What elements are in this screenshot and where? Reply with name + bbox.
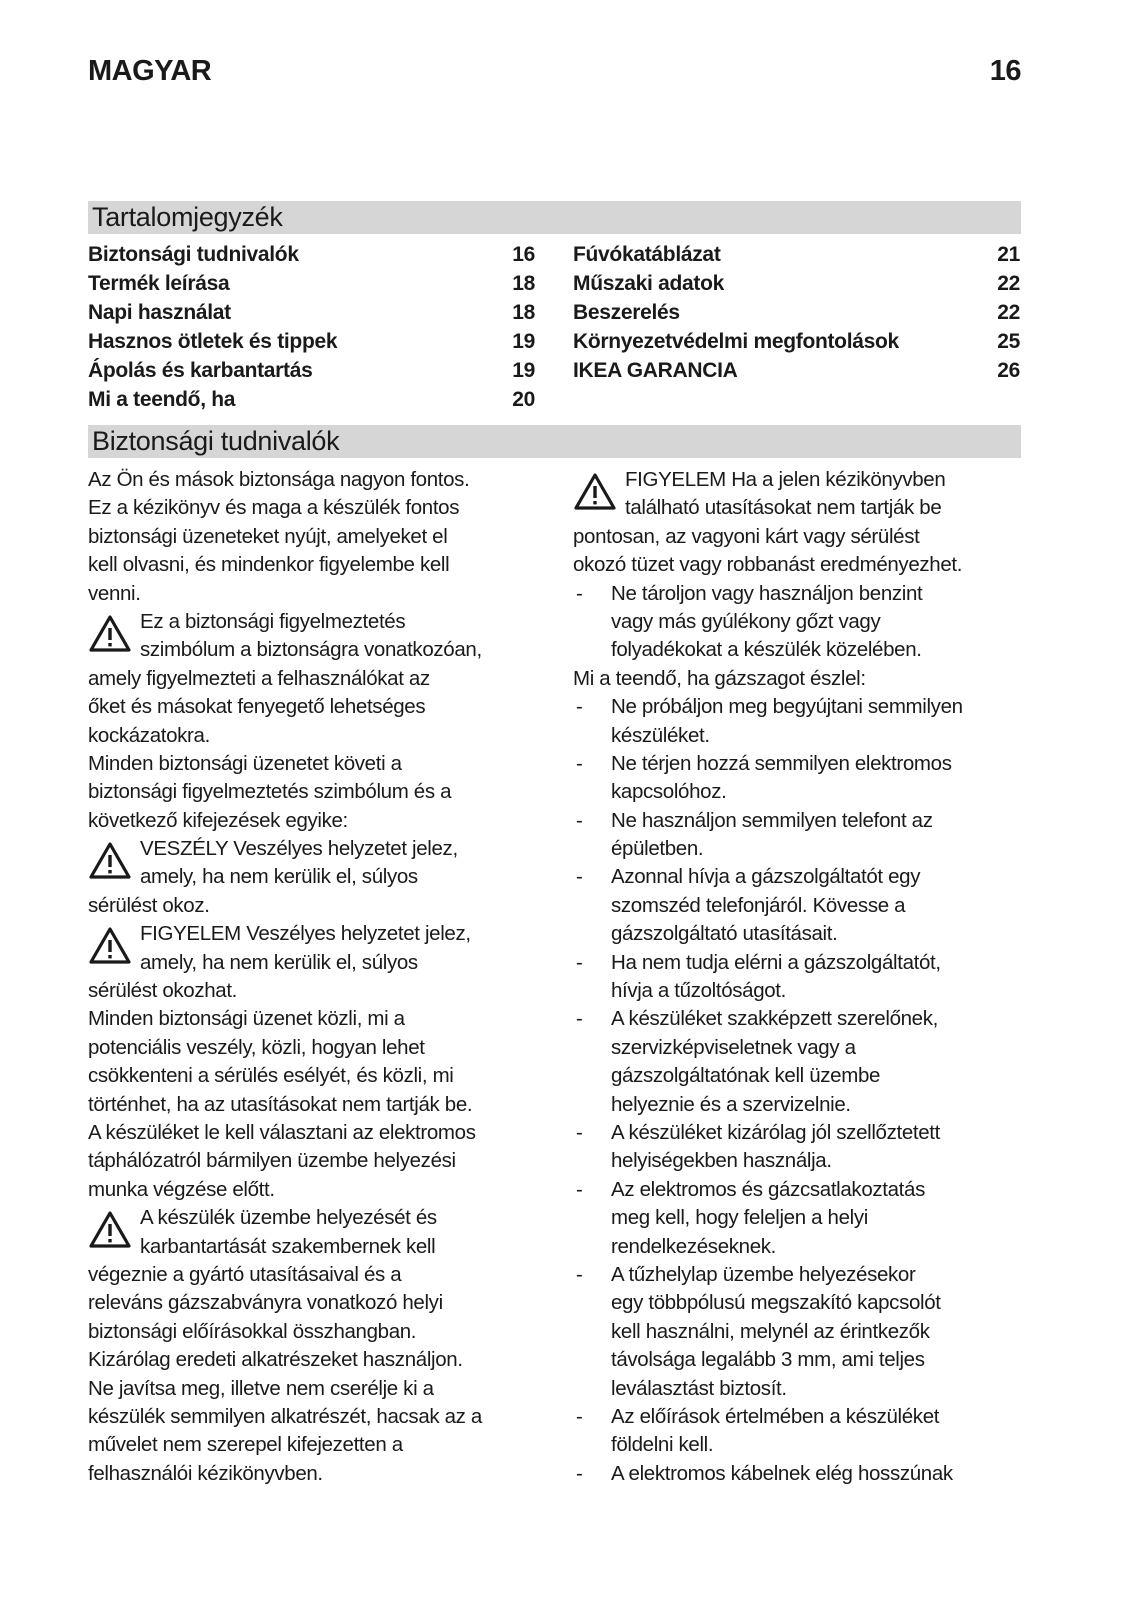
bullet-item [573,1005,1028,1119]
toc-title-band [88,201,1021,234]
text-line [573,1403,1028,1431]
text-line-content: kapcsolóhoz. [611,780,727,804]
text-line-content: gázszolgáltató utasításait. [611,922,838,946]
text-line [88,1403,543,1431]
section-title-band [88,425,1021,458]
text-line [88,892,543,920]
bullet-dash: - [576,865,583,889]
text-line [573,1062,1028,1090]
text-line [573,1431,1028,1459]
text-line-content: kell olvasni, és mindenkor figyelembe kell [88,553,450,577]
text-line-content: munka végzése előtt. [88,1177,275,1201]
text-line [573,636,1028,664]
bullet-dash: - [576,1404,583,1428]
text-line [88,466,543,494]
left-text-column [88,466,543,1488]
paragraph [88,1005,543,1204]
toc-entry-label: Műszaki adatok [573,272,725,295]
text-line-content: Minden biztonsági üzenet közli, mi a [88,1007,405,1031]
text-line [573,466,1028,494]
right-text-column [573,466,1028,1488]
toc-entry-label: Hasznos ötletek és tippek [88,330,338,353]
text-line [573,1034,1028,1062]
text-line [573,1289,1028,1317]
text-line [88,1005,543,1033]
toc-entry[interactable] [88,356,535,385]
toc-entry-label: Környezetvédelmi megfontolások [573,330,899,353]
text-line-content: helyiségekben használja. [611,1149,832,1173]
text-line-content: szomszéd telefonjáról. Kövesse a [611,893,906,917]
toc-entry[interactable] [88,269,535,298]
toc-entry-page: 21 [997,243,1020,266]
text-line [573,1119,1028,1147]
text-line-content: rendelkezéseknek. [611,1234,776,1258]
text-line-content: sérülést okozhat. [88,979,238,1003]
text-line [88,1119,543,1147]
text-line [573,722,1028,750]
text-line [88,1460,543,1488]
text-line-content: szervizképviseletnek vagy a [611,1035,856,1059]
bullet-dash: - [576,1461,583,1485]
section-title: Biztonsági tudnivalók [92,426,340,456]
warning-block [573,466,1028,580]
text-line [88,835,543,863]
text-line [573,1176,1028,1204]
text-line-content: gázszolgáltatónak kell üzembe [611,1064,881,1088]
text-line-content: táphálózatról bármilyen üzembe helyezési [88,1149,456,1173]
bullet-item [573,1403,1028,1460]
text-line-content: amely, ha nem kerülik el, súlyos [140,865,418,889]
text-line [88,580,543,608]
text-line-content: A készülék üzembe helyezését és [140,1206,437,1230]
text-line-content: vagy más gyúlékony gőzt vagy [611,609,881,633]
text-line [88,1204,543,1232]
text-line [88,863,543,891]
text-line [88,1318,543,1346]
text-line [88,693,543,721]
toc-entry-label: Fúvókatáblázat [573,243,721,266]
bullet-item [573,580,1028,665]
toc-entry-page: 18 [512,272,535,295]
text-line [573,835,1028,863]
toc-entry-label: Ápolás és karbantartás [88,359,313,382]
text-line-content: felhasználói kézikönyvben. [88,1461,323,1485]
text-line-content: Ez a biztonsági figyelmeztetés [140,609,406,633]
toc-entry-label: Termék leírása [88,272,230,295]
warning-block [88,608,543,750]
text-line [573,1233,1028,1261]
toc-entry-label: Biztonsági tudnivalók [88,243,299,266]
text-line-content: készülék semmilyen alkatrészét, hacsak az a [88,1404,482,1428]
text-line [88,608,543,636]
text-line [88,1375,543,1403]
bullet-dash: - [576,1120,583,1144]
text-line [88,1062,543,1090]
text-line [88,665,543,693]
bullet-dash: - [576,751,583,775]
text-line [573,807,1028,835]
toc-entry[interactable] [88,327,535,356]
text-line-content: csökkenteni a sérülés esélyét, és közli, mi [88,1064,454,1088]
text-line [88,1233,543,1261]
text-line [88,722,543,750]
text-line [573,949,1028,977]
text-line [573,1091,1028,1119]
text-line-content: biztonsági üzeneteket nyújt, amelyeket el [88,524,448,548]
text-line-content: Ha nem tudja elérni a gázszolgáltatót, [611,950,941,974]
text-line-content: amely, ha nem kerülik el, súlyos [140,950,418,974]
text-line-content: Ne javítsa meg, illetve nem cserélje ki a [88,1376,434,1400]
bullet-dash: - [576,581,583,605]
warning-block [88,1204,543,1488]
text-line [573,1204,1028,1232]
bullet-dash: - [576,950,583,974]
text-line [573,892,1028,920]
bullet-dash: - [576,808,583,832]
text-line-content: amely figyelmezteti a felhasználókat az [88,666,430,690]
text-line-content: Kizárólag eredeti alkatrészeket használjon. [88,1348,463,1372]
text-line [88,523,543,551]
toc-entry-label: Beszerelés [573,301,680,324]
text-line-content: releváns gázszabványra vonatkozó helyi [88,1291,443,1315]
toc-entry[interactable] [573,240,1020,269]
text-line-content: leválasztást biztosít. [611,1376,787,1400]
text-line-content: Az előírások értelmében a készüléket [611,1404,940,1428]
text-line-content: őket és másokat fenyegető lehetséges [88,695,426,719]
text-line-content: egy többpólusú megszakító kapcsolót [611,1291,941,1315]
text-line [88,494,543,522]
text-line-content: kockázatokra. [88,723,210,747]
text-line-content: meg kell, hogy feleljen a helyi [611,1206,868,1230]
text-line [573,693,1028,721]
toc-entry[interactable] [88,298,535,327]
toc-entry-label: IKEA GARANCIA [573,359,738,382]
text-line-content: Minden biztonsági üzenetet követi a [88,751,402,775]
text-line-content: Ne használjon semmilyen telefont az [611,808,933,832]
text-line [573,977,1028,1005]
text-line-content: Azonnal hívja a gázszolgáltatót egy [611,865,921,889]
text-line-content: szimbólum a biztonságra vonatkozóan, [140,638,482,662]
bullet-item [573,750,1028,807]
text-line [88,750,543,778]
text-line [88,1431,543,1459]
text-line-content: történhet, ha az utasításokat nem tartják be. [88,1092,473,1116]
page-number: 16 [989,55,1021,87]
paragraph [88,466,543,608]
text-line [573,1460,1028,1488]
toc-entry-page: 22 [997,272,1020,295]
text-line [573,750,1028,778]
text-line-content: venni. [88,581,141,605]
text-line-content: FIGYELEM Ha a jelen kézikönyvben [625,468,946,491]
text-line-content: Ne tároljon vagy használjon benzint [611,581,923,605]
text-line-content: hívja a tűzoltóságot. [611,979,786,1003]
toc-entry-label: Napi használat [88,301,231,324]
text-line-content: helyeznie és a szervizelnie. [611,1092,851,1116]
text-line-content: Mi a teendő, ha gázszagot észlel: [573,666,866,690]
text-line [573,523,1028,551]
text-line [88,1176,543,1204]
text-line-content: karbantartását szakembernek kell [140,1234,436,1258]
text-line [88,1346,543,1374]
bullet-dash: - [576,1177,583,1201]
bullet-item [573,949,1028,1006]
bullet-item [573,1460,1028,1488]
language-heading: MAGYAR [88,55,212,87]
text-line [573,494,1028,522]
toc-entry[interactable] [573,327,1020,356]
text-line-content: művelet nem szerepel kifejezetten a [88,1433,403,1457]
text-line [573,1005,1028,1033]
toc-entry-page: 25 [997,330,1020,353]
toc-entry-page: 18 [512,301,535,324]
text-line [88,920,543,948]
toc-title: Tartalomjegyzék [92,202,283,232]
text-line [573,1346,1028,1374]
toc-entry[interactable] [88,240,535,269]
text-line-content: készüléket. [611,723,710,747]
toc-entry-page: 16 [512,243,535,266]
toc-entry-label: Mi a teendő, ha [88,388,236,411]
bullet-item [573,1261,1028,1403]
toc-left-column [88,240,535,414]
toc-entry-page: 26 [997,359,1020,382]
text-line-content: épületben. [611,837,704,861]
text-line-content: pontosan, az vagyoni kárt vagy sérülést [573,524,920,548]
text-line-content: Ez a kézikönyv és maga a készülék fontos [88,496,460,520]
text-line-content: végeznie a gyártó utasításaival és a [88,1262,402,1286]
toc-right-column [573,240,1020,385]
text-line [573,608,1028,636]
text-line [88,807,543,835]
toc-entry-page: 22 [997,301,1020,324]
text-line [88,1147,543,1175]
text-line [573,1318,1028,1346]
text-line-content: Az Ön és mások biztonsága nagyon fontos. [88,468,470,491]
text-line-content: földelni kell. [611,1433,714,1457]
text-line-content: A készüléket kizárólag jól szellőztetett [611,1120,940,1144]
text-line [88,1261,543,1289]
toc-entry-page: 19 [512,330,535,353]
text-line-content: A készüléket le kell választani az elektromos [88,1120,476,1144]
text-line-content: biztonsági figyelmeztetés szimbólum és a [88,780,452,804]
warning-block [88,835,543,920]
text-line-content: okozó tüzet vagy robbanást eredményezhet. [573,553,963,577]
paragraph [88,750,543,835]
text-line-content: Ne térjen hozzá semmilyen elektromos [611,751,952,775]
text-line [88,1091,543,1119]
text-line-content: VESZÉLY Veszélyes helyzetet jelez, [140,837,458,861]
bullet-dash: - [576,1262,583,1286]
text-line-content: biztonsági előírásokkal összhangban. [88,1319,417,1343]
text-line [573,551,1028,579]
bullet-item [573,807,1028,864]
text-line-content: folyadékokat a készülék közelében. [611,638,922,662]
toc-entry[interactable] [573,269,1020,298]
toc-entry[interactable] [88,385,535,414]
text-line-content: FIGYELEM Veszélyes helyzetet jelez, [140,922,471,946]
text-line [573,1375,1028,1403]
bullet-item [573,693,1028,750]
text-line-content: Az elektromos és gázcsatlakoztatás [611,1177,925,1201]
text-line-content: található utasításokat nem tartják be [625,496,942,520]
text-line-content: Ne próbáljon meg begyújtani semmilyen [611,695,963,719]
text-line-content: távolsága legalább 3 mm, ami teljes [611,1348,925,1372]
text-line-content: A készüléket szakképzett szerelőnek, [611,1007,938,1031]
toc-entry[interactable] [573,356,1020,385]
bullet-item [573,863,1028,948]
text-line [88,636,543,664]
toc-entry[interactable] [573,298,1020,327]
toc-entry-page: 20 [512,388,535,411]
text-line [573,1261,1028,1289]
text-line [88,977,543,1005]
text-line [573,920,1028,948]
warning-block [88,920,543,1005]
paragraph [573,665,1028,693]
bullet-item [573,1176,1028,1261]
text-line [88,778,543,806]
text-line-content: következő kifejezések egyike: [88,808,348,832]
text-line [88,1034,543,1062]
text-line-content: A tűzhelylap üzembe helyezésekor [611,1262,916,1286]
bullet-dash: - [576,1007,583,1031]
text-line [88,949,543,977]
text-line [573,863,1028,891]
text-line [573,1147,1028,1175]
bullet-item [573,1119,1028,1176]
text-line [573,580,1028,608]
text-line-content: A elektromos kábelnek elég hosszúnak [611,1461,953,1485]
text-line [88,551,543,579]
text-line [88,1289,543,1317]
text-line [573,665,1028,693]
bullet-dash: - [576,695,583,719]
text-line-content: kell használni, melynél az érintkezők [611,1319,930,1343]
text-line [573,778,1028,806]
text-line-content: potenciális veszély, közli, hogyan lehet [88,1035,425,1059]
toc-entry-page: 19 [512,359,535,382]
text-line-content: sérülést okoz. [88,893,210,917]
